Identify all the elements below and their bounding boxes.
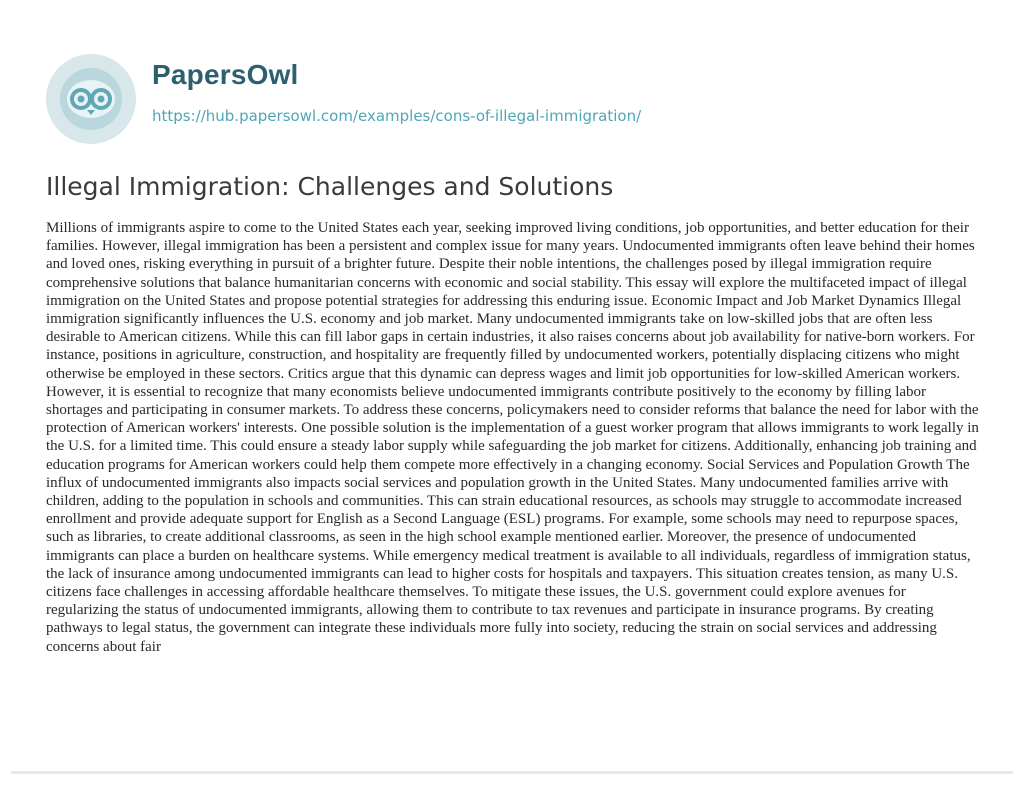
document-title: Illegal Immigration: Challenges and Solutions [46,172,614,201]
source-url[interactable]: https://hub.papersowl.com/examples/cons-of-illegal-immigration/ [152,107,642,125]
brand-name[interactable]: PapersOwl [152,59,299,90]
owl-face-icon [46,54,136,144]
document-body: Millions of immigrants aspire to come to the United States each year, seeking improved living conditions, job opportunities, and better education for their families. However, illegal immigration has been a persistent and complex issue for many years. Undocumented immigrants often leave behind their homes and loved ones, risking everything in pursuit of a brighter future. Despite their noble intentions, the challenges posed by illegal immigration require comprehensive solutions that balance humanitarian concerns with economic and social stability. This essay will explore the multifaceted impact of illegal immigration on the United States and propose potential strategies for addressing this enduring issue. Economic Impact and Job Market Dynamics Illegal immigration significantly influences the U.S. economy and job market. Many undocumented immigrants take on low-skilled jobs that are often less desirable to American citizens. While this can fill labor gaps in certain industries, it also raises concerns about job availability for native-born workers. For instance, positions in agriculture, construction, and hospitality are frequently filled by undocumented workers, potentially displacing citizens who might otherwise be employed in these sectors. Critics argue that this dynamic can depress wages and limit job opportunities for low-skilled American workers. However, it is essential to recognize that many economists believe undocumented immigrants contribute positively to the economy by filling labor shortages and participating in consumer markets. To address these concerns, policymakers need to consider reforms that balance the need for labor with the protection of American workers' interests. One possible solution is the implementation of a guest worker program that allows immigrants to work legally in the U.S. for a limited time. This could ensure a steady labor supply while safeguarding the job market for citizens. Additionally, enhancing job training and education programs for American workers could help them compete more effectively in a changing economy. Social Services and Population Growth The influx of undocumented immigrants also impacts social services and population growth in the United States. Many undocumented families arrive with children, adding to the population in schools and communities. This can strain educational resources, as schools may struggle to accommodate increased enrollment and provide adequate support for English as a Second Language (ESL) programs. For example, some schools may need to repurpose spaces, such as libraries, to create additional classrooms, as seen in the high school example mentioned earlier. Moreover, the presence of undocumented immigrants can place a burden on healthcare systems. While emergency medical treatment is available to all individuals, regardless of immigration status, the lack of insurance among undocumented immigrants can lead to higher costs for hospitals and taxpayers. This situation creates tension, as many U.S. citizens face challenges in accessing affordable healthcare themselves. To mitigate these issues, the U.S. government could explore avenues for regularizing the status of undocumented immigrants, allowing them to contribute to tax revenues and participate in insurance programs. By creating pathways to legal status, the government can integrate these individuals more fully into society, reducing the strain on social services and addressing concerns about fair [46,220,979,655]
footer-divider [11,771,1013,774]
site-header [46,54,946,144]
